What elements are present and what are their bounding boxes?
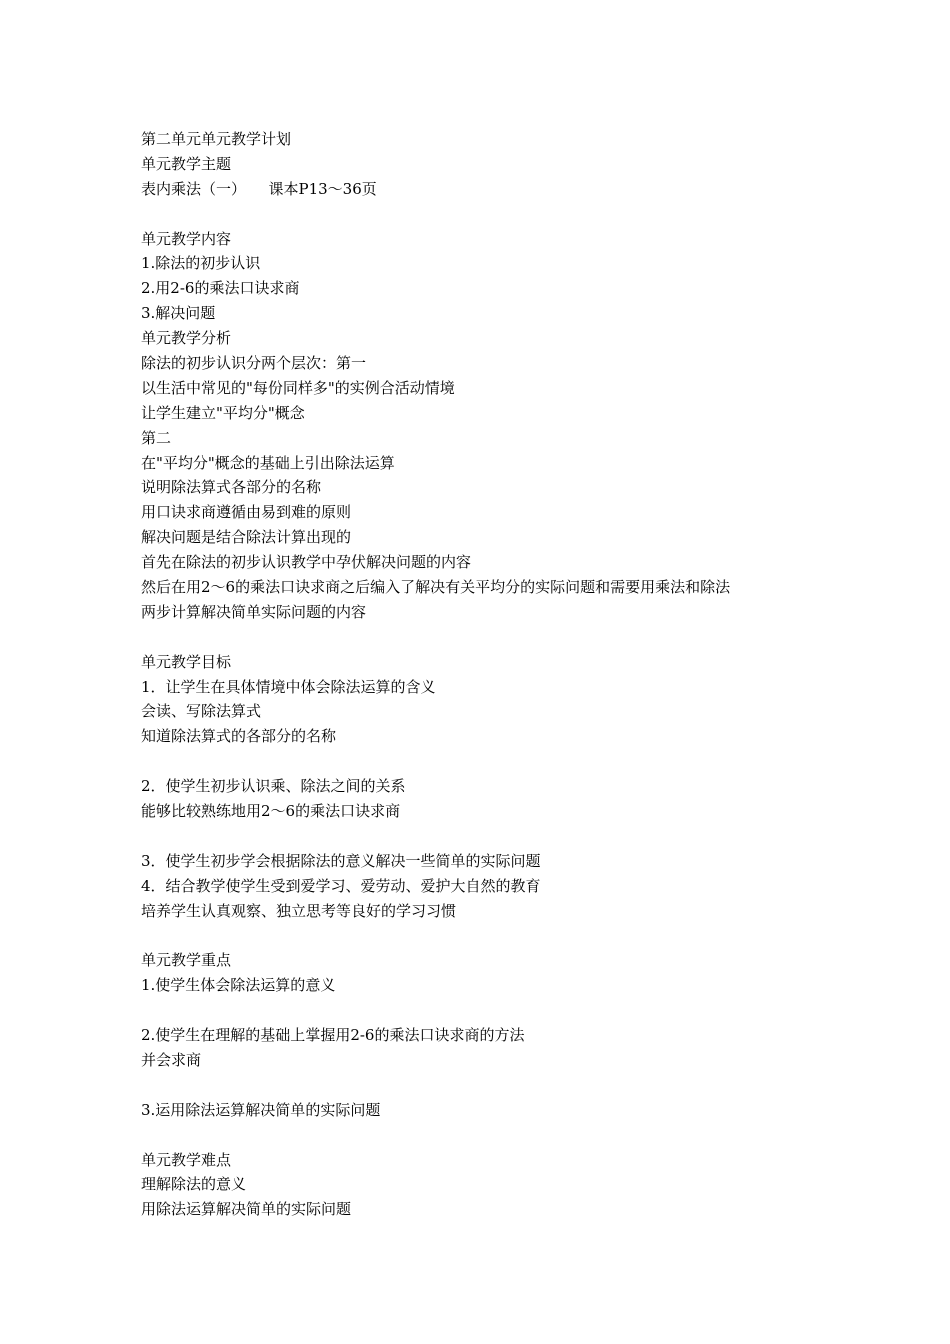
text-line: 理解除法的意义	[141, 1175, 247, 1194]
text-line: 3.运用除法运算解决简单的实际问题	[141, 1100, 381, 1119]
text-line: 4．结合教学使学生受到爱学习、爱劳动、爱护大自然的教育	[141, 876, 541, 895]
blank-line	[141, 924, 831, 949]
blank-line	[141, 998, 831, 1023]
text-line: 培养学生认真观察、独立思考等良好的学习习惯	[141, 901, 457, 920]
section-heading-key-points: 单元教学重点	[141, 951, 232, 970]
text-line: 并会求商	[141, 1050, 202, 1069]
text-line: 解决问题是结合除法计算出现的	[141, 528, 352, 547]
text-line: 会读、写除法算式	[141, 702, 262, 721]
blank-line	[141, 749, 831, 774]
text-line: 两步计算解决简单实际问题的内容	[141, 602, 367, 621]
blank-line	[141, 1123, 831, 1148]
document-title: 第二单元单元教学计划	[141, 130, 292, 148]
section-heading-analysis: 单元教学分析	[141, 329, 232, 348]
text-line: 表内乘法（一） 课本P13～36页	[141, 179, 377, 198]
text-line: 用除法运算解决简单的实际问题	[141, 1200, 352, 1219]
text-line: 首先在除法的初步认识教学中孕伏解决问题的内容	[141, 553, 472, 572]
text-line: 2.使学生在理解的基础上掌握用2-6的乘法口诀求商的方法	[141, 1026, 525, 1045]
text-line: 2.用2-6的乘法口诀求商	[141, 279, 300, 298]
text-line: 然后在用2～6的乘法口诀求商之后编入了解决有关平均分的实际问题和需要用乘法和除法	[141, 578, 731, 597]
text-line: 说明除法算式各部分的名称	[141, 478, 322, 497]
text-line: 除法的初步认识分两个层次：第一	[141, 354, 367, 373]
text-line: 1.使学生体会除法运算的意义	[141, 976, 336, 995]
document-body	[141, 127, 831, 1222]
section-heading-difficulties: 单元教学难点	[141, 1150, 232, 1169]
text-line: 1.除法的初步认识	[141, 254, 261, 273]
section-heading-theme: 单元教学主题	[141, 154, 232, 173]
blank-line	[141, 625, 831, 650]
text-line: 在"平均分"概念的基础上引出除法运算	[141, 453, 395, 472]
blank-line	[141, 1073, 831, 1098]
text-line: 3．使学生初步学会根据除法的意义解决一些简单的实际问题	[141, 851, 541, 870]
section-heading-content: 单元教学内容	[141, 229, 232, 248]
text-line: 知道除法算式的各部分的名称	[141, 727, 337, 746]
text-line: 3.解决问题	[141, 304, 216, 323]
text-line: 以生活中常见的"每份同样多"的实例合活动情境	[141, 378, 455, 397]
text-line: 能够比较熟练地用2～6的乘法口诀求商	[141, 802, 401, 821]
text-line: 第二	[141, 428, 172, 447]
text-line: 1．让学生在具体情境中体会除法运算的含义	[141, 677, 436, 696]
blank-line	[141, 824, 831, 849]
blank-line	[141, 202, 831, 227]
text-line: 让学生建立"平均分"概念	[141, 403, 305, 422]
text-line: 用口诀求商遵循由易到难的原则	[141, 503, 352, 522]
section-heading-goals: 单元教学目标	[141, 652, 232, 671]
text-line: 2．使学生初步认识乘、除法之间的关系	[141, 777, 406, 796]
